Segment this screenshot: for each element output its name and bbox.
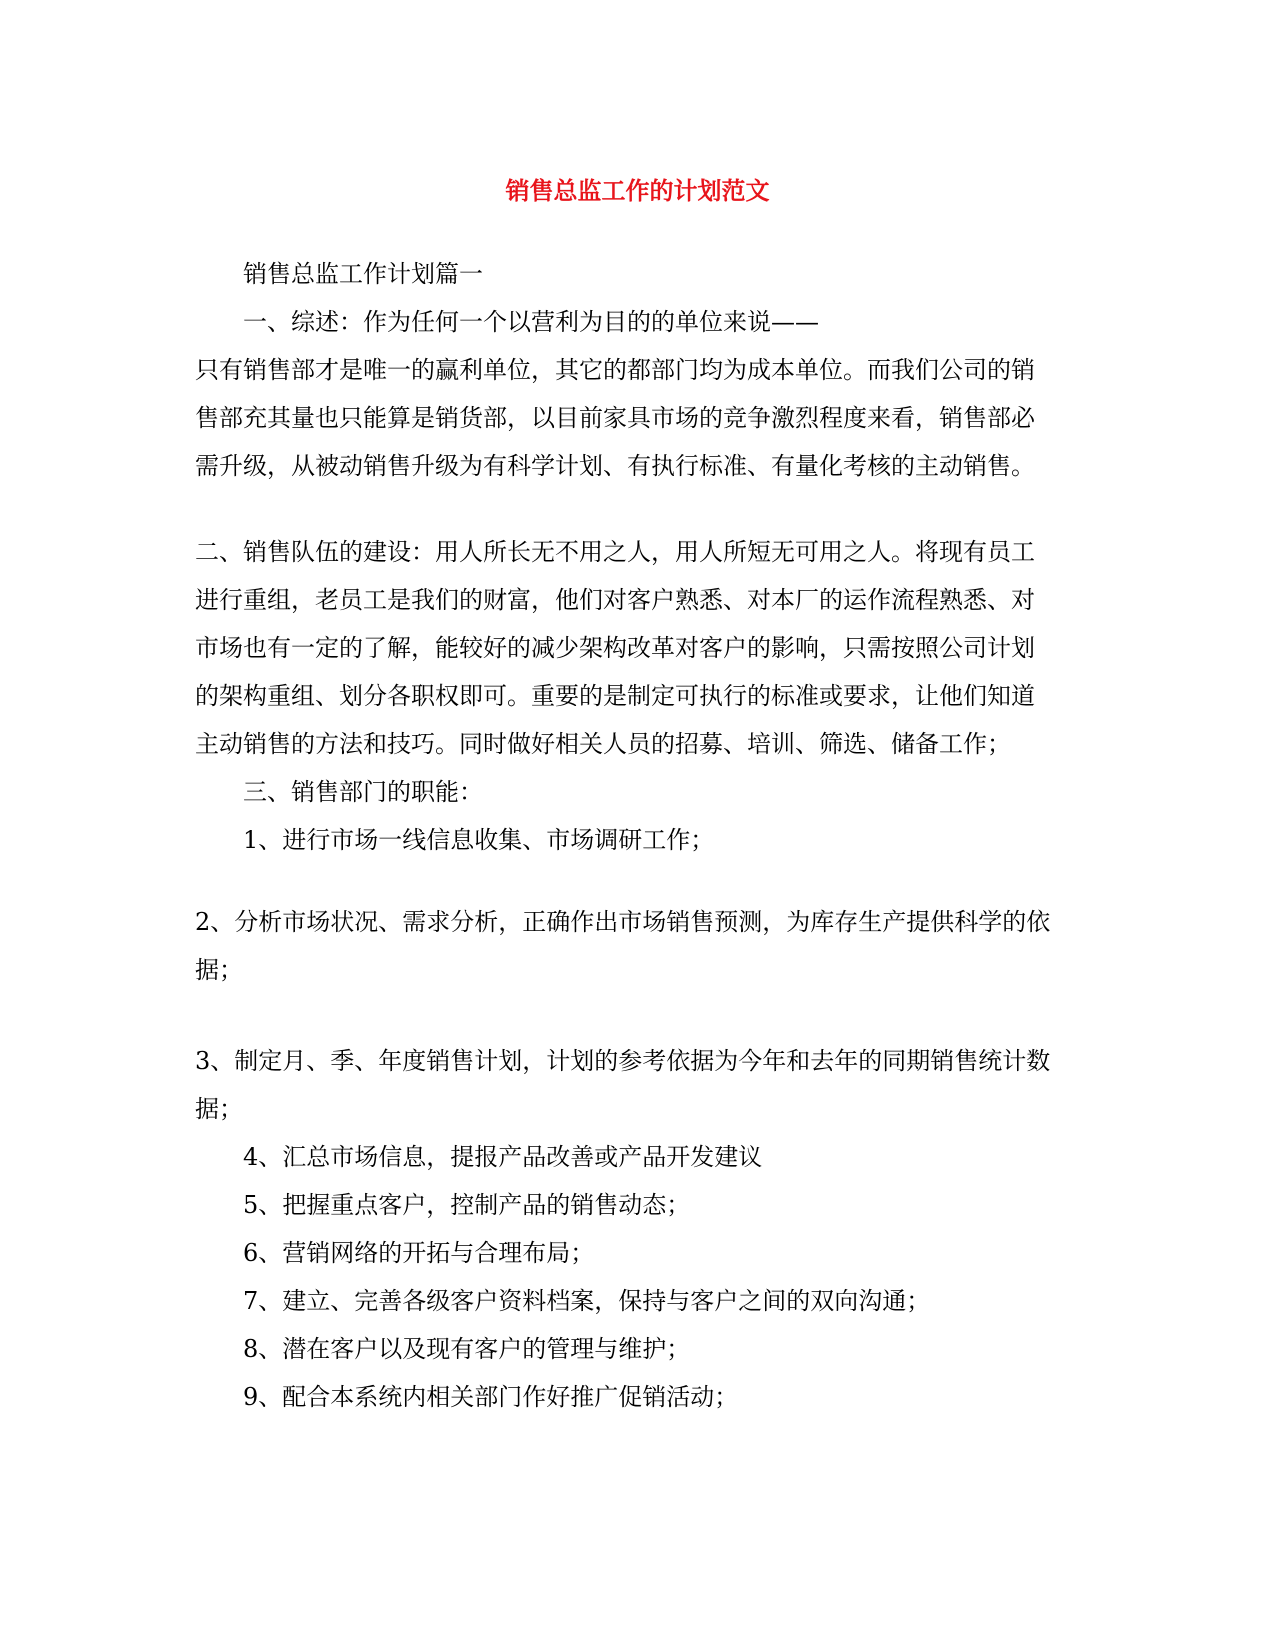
list-item: 5、把握重点客户，控制产品的销售动态； (243, 1191, 691, 1219)
list-item-continuation: 据； (195, 956, 243, 984)
list-item: 7、建立、完善各级客户资料档案，保持与客户之间的双向沟通； (243, 1287, 931, 1315)
paragraph-line: 一、综述：作为任何一个以营利为目的的单位来说—— (243, 308, 819, 336)
list-item: 6、营销网络的开拓与合理布局； (243, 1239, 595, 1267)
list-item-block (195, 898, 1085, 994)
list-item-block (195, 1037, 1085, 1421)
list-item: 9、配合本系统内相关部门作好推广促销活动； (243, 1383, 739, 1411)
paragraph-line: 进行重组，老员工是我们的财富，他们对客户熟悉、对本厂的运作流程熟悉、对 (195, 586, 1035, 614)
paragraph-line: 市场也有一定的了解，能较好的减少架构改革对客户的影响，只需按照公司计划 (195, 634, 1035, 662)
paragraph-line: 售部充其量也只能算是销货部，以目前家具市场的竞争激烈程度来看，销售部必 (195, 404, 1035, 432)
document-title: 销售总监工作的计划范文 (505, 176, 770, 205)
paragraph-line: 主动销售的方法和技巧。同时做好相关人员的招募、培训、筛选、储备工作； (195, 730, 1011, 758)
list-item: 3、制定月、季、年度销售计划，计划的参考依据为今年和去年的同期销售统计数 (195, 1047, 1051, 1075)
list-item-continuation: 据； (195, 1095, 243, 1123)
section-intro (195, 250, 1085, 490)
list-item: 1、进行市场一线信息收集、市场调研工作； (243, 826, 715, 854)
section-sales-team (195, 528, 1085, 864)
paragraph-line: 二、销售队伍的建设：用人所长无不用之人，用人所短无可用之人。将现有员工 (195, 538, 1035, 566)
section-heading: 销售总监工作计划篇一 (243, 260, 483, 288)
section-heading: 三、销售部门的职能： (243, 778, 483, 806)
list-item: 2、分析市场状况、需求分析，正确作出市场销售预测，为库存生产提供科学的依 (195, 908, 1051, 936)
paragraph-line: 的架构重组、划分各职权即可。重要的是制定可执行的标准或要求，让他们知道 (195, 682, 1035, 710)
paragraph-line: 需升级，从被动销售升级为有科学计划、有执行标准、有量化考核的主动销售。 (195, 452, 1035, 480)
list-item: 8、潜在客户以及现有客户的管理与维护； (243, 1335, 691, 1363)
list-item: 4、汇总市场信息，提报产品改善或产品开发建议 (243, 1143, 763, 1171)
paragraph-line: 只有销售部才是唯一的赢利单位，其它的都部门均为成本单位。而我们公司的销 (195, 356, 1035, 384)
